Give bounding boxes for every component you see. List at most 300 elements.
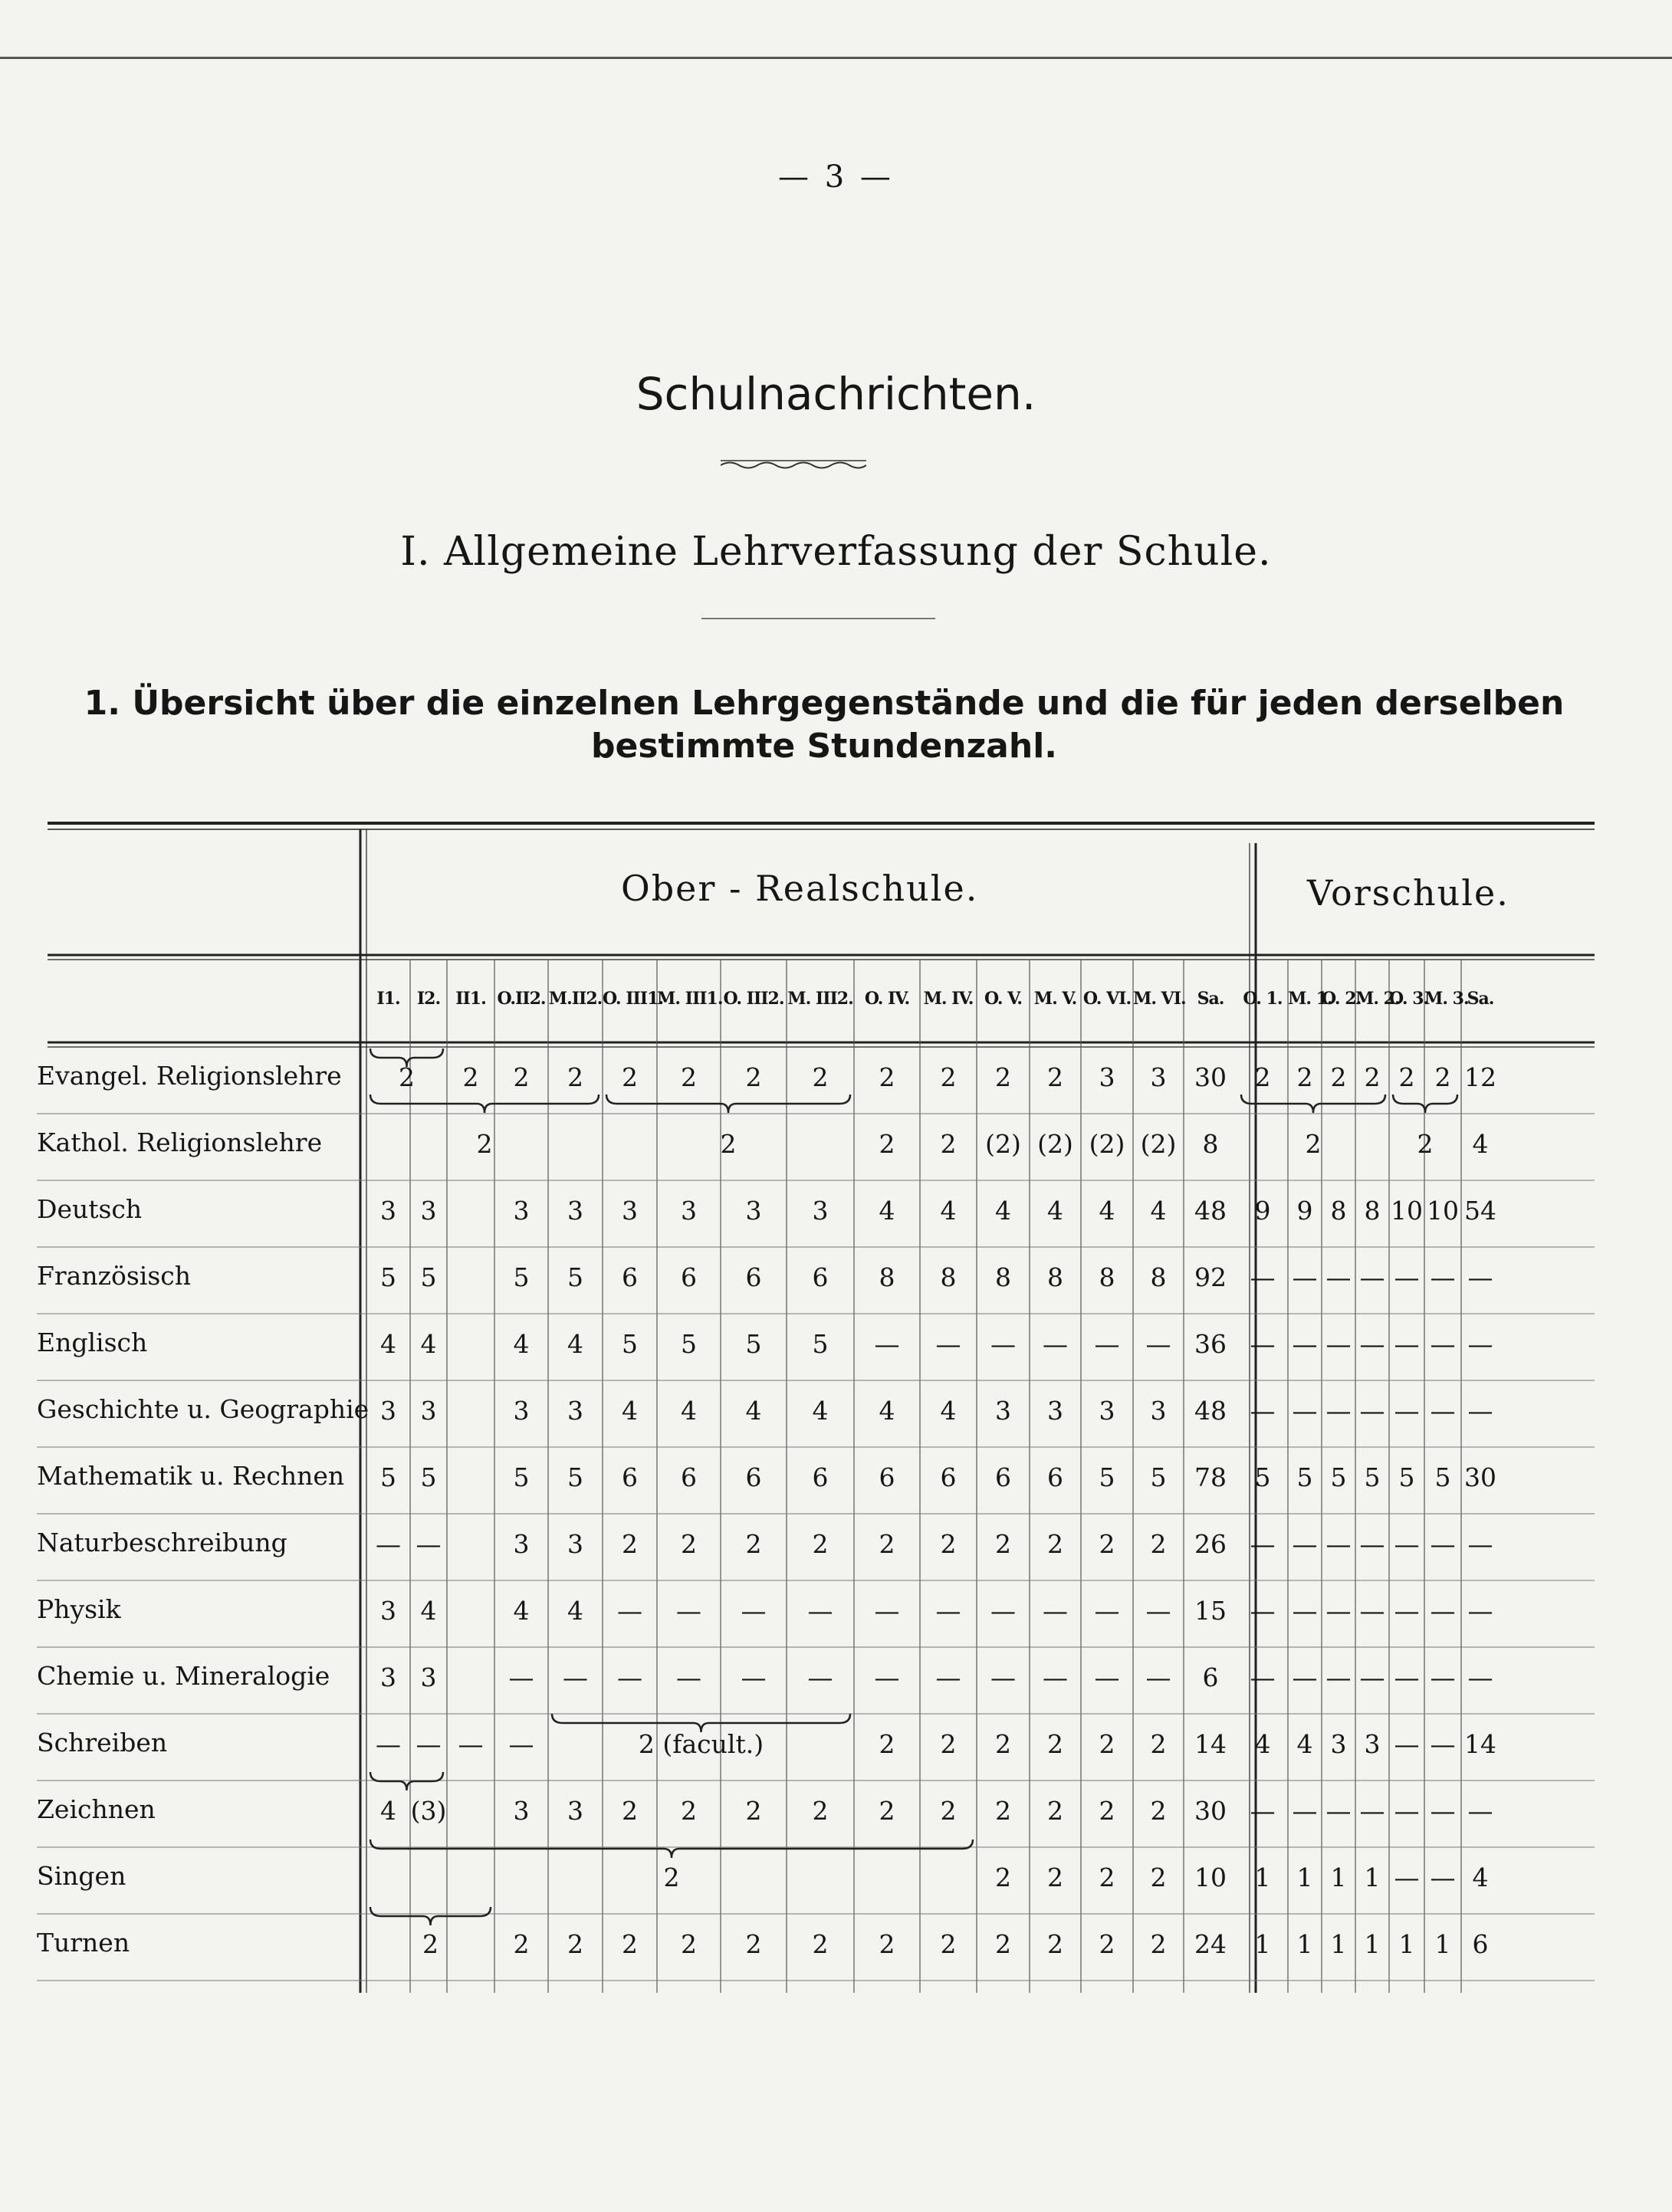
subject-label: Geschichte u. Geographie	[37, 1394, 370, 1424]
table-cell: 2	[476, 1129, 493, 1159]
table-cell: 5	[380, 1462, 396, 1492]
table-cell: 3	[812, 1196, 829, 1226]
subject-label: Zeichnen	[37, 1794, 156, 1824]
table-cell: 1	[1364, 1862, 1381, 1892]
subject-label: Singen	[37, 1861, 126, 1891]
table-cell: 2	[812, 1529, 829, 1559]
table-cell: —	[1145, 1662, 1171, 1692]
table-cell: 5	[513, 1262, 530, 1292]
table-cell: —	[1250, 1796, 1276, 1826]
table-cell: 3	[567, 1529, 583, 1559]
brace-kathol-vor-3	[1393, 1095, 1457, 1113]
column-header: O. 1.	[1243, 989, 1283, 1009]
table-cell: —	[874, 1596, 900, 1626]
table-cell: 2	[1047, 1529, 1063, 1559]
table-cell: 3	[745, 1196, 762, 1226]
subject-label: Französisch	[37, 1261, 192, 1291]
table-cell: 4	[513, 1329, 530, 1359]
table-cell: 2	[1047, 1796, 1063, 1826]
table-cell: —	[1359, 1329, 1385, 1359]
table-cell: —	[1250, 1529, 1276, 1559]
column-header: O. VI.	[1082, 989, 1132, 1009]
table-cell: —	[1325, 1329, 1352, 1359]
table-cell: —	[1467, 1396, 1493, 1426]
table-cell: 4	[681, 1396, 697, 1426]
table-cell: —	[1043, 1596, 1068, 1626]
table-cell: (2)	[985, 1129, 1021, 1159]
table-cell: 9	[1296, 1196, 1313, 1226]
table-cell: 2	[399, 1062, 415, 1092]
table-cell: —	[1394, 1396, 1420, 1426]
table-cell: 3	[513, 1396, 530, 1426]
table-cell: 2	[1305, 1129, 1322, 1159]
table-cell: —	[1292, 1329, 1318, 1359]
table-cell: 2	[1099, 1729, 1115, 1759]
table-cell: 6	[812, 1462, 829, 1492]
table-cell: 2	[1398, 1062, 1415, 1092]
table-cell: 2	[812, 1796, 829, 1826]
subject-label: Naturbeschreibung	[37, 1528, 287, 1557]
table-cell: 4	[1296, 1729, 1313, 1759]
brace-singen	[370, 1840, 973, 1858]
table-cell: 2	[622, 1929, 638, 1959]
table-cell: 6	[622, 1262, 638, 1292]
table-cell: 5	[812, 1329, 829, 1359]
table-cell: —	[1094, 1596, 1120, 1626]
table-cell: 3	[1150, 1396, 1167, 1426]
table-cell: —	[1394, 1329, 1420, 1359]
table-cell: —	[1325, 1396, 1352, 1426]
table-cell: 3	[567, 1396, 583, 1426]
page-title: Schulnachrichten.	[636, 368, 1036, 420]
table-cell: —	[990, 1596, 1016, 1626]
table-cell: 2	[622, 1062, 638, 1092]
table-cell: 4	[745, 1396, 762, 1426]
table-cell: 30	[1464, 1462, 1496, 1492]
column-header: Sa.	[1467, 989, 1494, 1009]
table-cell: 4	[812, 1396, 829, 1426]
table-cell: 3	[1364, 1729, 1381, 1759]
table-cell: 2	[1296, 1062, 1313, 1092]
table-cell: —	[1043, 1662, 1068, 1692]
table-cell: (2)	[1089, 1129, 1125, 1159]
table-cell: 2	[745, 1796, 762, 1826]
table-cell: 2	[879, 1929, 895, 1959]
table-cell: 8	[1330, 1196, 1347, 1226]
subject-label: Physik	[37, 1594, 121, 1624]
table-cell: —	[1394, 1729, 1420, 1759]
table-cell: 6	[681, 1462, 697, 1492]
table-cell: —	[1430, 1529, 1456, 1559]
subject-label: Turnen	[37, 1928, 130, 1958]
table-cell: 2	[879, 1062, 895, 1092]
table-cell: —	[1043, 1329, 1068, 1359]
table-cell: 6	[812, 1262, 829, 1292]
table-cell: —	[935, 1596, 961, 1626]
table-cell: 3	[1150, 1062, 1167, 1092]
table-cell: —	[458, 1729, 484, 1759]
table-cell: —	[1094, 1329, 1120, 1359]
table-cell: —	[741, 1662, 767, 1692]
table-cell: 5	[567, 1262, 583, 1292]
table-cell: —	[1430, 1729, 1456, 1759]
table-cell: —	[1292, 1262, 1318, 1292]
table-cell: 4	[1254, 1729, 1271, 1759]
subject-label: Englisch	[37, 1328, 148, 1357]
table-cell: —	[935, 1662, 961, 1692]
table-cell: 2	[995, 1529, 1011, 1559]
table-cell: 2	[879, 1529, 895, 1559]
table-cell: 8	[940, 1262, 957, 1292]
table-cell: 2	[720, 1129, 737, 1159]
table-cell: 48	[1194, 1196, 1227, 1226]
column-header: O. V.	[984, 989, 1023, 1009]
page-number: — 3 —	[778, 159, 894, 195]
table-cell: 2	[1150, 1929, 1167, 1959]
table-cell: 2	[681, 1062, 697, 1092]
table-cell: (2)	[1037, 1129, 1073, 1159]
table-cell: 2	[1099, 1862, 1115, 1892]
table-cell: 2	[1099, 1796, 1115, 1826]
table-cell: 2	[1047, 1929, 1063, 1959]
subject-label: Deutsch	[37, 1194, 143, 1224]
table-cell: 5	[567, 1462, 583, 1492]
table-cell: —	[1250, 1596, 1276, 1626]
table-cell: —	[741, 1596, 767, 1626]
table-cell: 1	[1330, 1862, 1347, 1892]
table-cell: 2	[995, 1929, 1011, 1959]
table-cell: —	[617, 1596, 642, 1626]
column-header: M. 1.	[1288, 989, 1332, 1009]
table-cell: 4	[380, 1796, 396, 1826]
table-cell: —	[1359, 1596, 1385, 1626]
column-header: O. IV.	[864, 989, 910, 1009]
table-cell: 26	[1194, 1529, 1227, 1559]
table-cell: —	[617, 1662, 642, 1692]
table-cell: 2	[1434, 1062, 1451, 1092]
table-cell: 1	[1330, 1929, 1347, 1959]
table-cell: —	[807, 1662, 833, 1692]
table-cell: —	[1292, 1662, 1318, 1692]
subject-label: Kathol. Religionslehre	[37, 1127, 323, 1157]
table-cell: 6	[940, 1462, 957, 1492]
table-cell: 2	[995, 1729, 1011, 1759]
table-cell: 6	[995, 1462, 1011, 1492]
table-cell: 3	[380, 1662, 396, 1692]
table-cell: 3	[1047, 1396, 1063, 1426]
table-cell: 36	[1194, 1329, 1227, 1359]
table-cell: 2	[940, 1129, 957, 1159]
table-cell: 5	[1364, 1462, 1381, 1492]
table-cell: 5	[1254, 1462, 1271, 1492]
table-cell: 3	[622, 1196, 638, 1226]
table-cell: 14	[1464, 1729, 1496, 1759]
table-cell: 2	[622, 1529, 638, 1559]
table-cell: 5	[1330, 1462, 1347, 1492]
table-cell: 6	[745, 1262, 762, 1292]
column-header: O. III1.	[603, 989, 664, 1009]
table-cell: 5	[1434, 1462, 1451, 1492]
table-cell: 3	[420, 1662, 437, 1692]
table-cell: 2	[681, 1929, 697, 1959]
table-cell: —	[1250, 1396, 1276, 1426]
table-cell: —	[874, 1329, 900, 1359]
table-cell: —	[1430, 1262, 1456, 1292]
table-cell: —	[1430, 1796, 1456, 1826]
table-cell: 10	[1194, 1862, 1227, 1892]
table-cell: 2	[1150, 1862, 1167, 1892]
table-cell: —	[563, 1662, 588, 1692]
table-cell: 2	[879, 1796, 895, 1826]
column-header: I1.	[376, 989, 400, 1009]
table-cell: 3	[380, 1196, 396, 1226]
table-cell: 5	[513, 1462, 530, 1492]
brace-kathol-mittel	[606, 1095, 850, 1113]
table-cell: —	[1467, 1262, 1493, 1292]
table-cell: 4	[567, 1596, 583, 1626]
table-cell: 3	[567, 1196, 583, 1226]
table-cell: 2	[995, 1062, 1011, 1092]
table-cell: 2	[1330, 1062, 1347, 1092]
table-cell: 1	[1434, 1929, 1451, 1959]
table-cell: 2	[940, 1929, 957, 1959]
table-cell: 2	[663, 1862, 680, 1892]
table-cell: 2	[1099, 1529, 1115, 1559]
table-cell: 8	[1047, 1262, 1063, 1292]
table-cell: 5	[1296, 1462, 1313, 1492]
table-cell: —	[1292, 1396, 1318, 1426]
table-cell: 4	[380, 1329, 396, 1359]
table-cell: 2	[422, 1929, 439, 1959]
table-cell: 4	[940, 1196, 957, 1226]
table-cell: —	[676, 1662, 701, 1692]
subject-label: Schreiben	[37, 1728, 168, 1757]
table-cell: 8	[1202, 1129, 1219, 1159]
table-cell: 8	[1150, 1262, 1167, 1292]
group-title-ober-realschule: Ober - Realschule.	[621, 868, 979, 909]
table-cell: —	[1430, 1396, 1456, 1426]
table-cell: 78	[1194, 1462, 1227, 1492]
table-cell: 1	[1296, 1929, 1313, 1959]
column-header: M. 2.	[1355, 989, 1400, 1009]
table-cell: 4	[879, 1396, 895, 1426]
table-cell: —	[807, 1596, 833, 1626]
column-header: O. III2.	[723, 989, 784, 1009]
column-header: Sa.	[1197, 989, 1224, 1009]
column-header: M. IV.	[923, 989, 974, 1009]
table-cell: —	[1430, 1862, 1456, 1892]
table-cell: —	[1325, 1596, 1352, 1626]
table-cell: —	[508, 1729, 534, 1759]
table-cell: —	[416, 1529, 442, 1559]
table-cell: 2	[622, 1796, 638, 1826]
table-cell: 2	[940, 1529, 957, 1559]
table-cell: 54	[1464, 1196, 1496, 1226]
table-cell: 9	[1254, 1196, 1271, 1226]
table-cell: 2 (facult.)	[638, 1729, 764, 1759]
table-cell: —	[1250, 1262, 1276, 1292]
column-header: M. VI.	[1133, 989, 1186, 1009]
table-cell: —	[1250, 1662, 1276, 1692]
table-cell: 1	[1364, 1929, 1381, 1959]
table-cell: —	[935, 1329, 961, 1359]
table-cell: 6	[1047, 1462, 1063, 1492]
table-cell: —	[376, 1529, 401, 1559]
table-cell: 5	[622, 1329, 638, 1359]
table-cell: 4	[420, 1596, 437, 1626]
table-cell: 3	[420, 1196, 437, 1226]
table-cell: —	[1094, 1662, 1120, 1692]
column-header: M.II2.	[548, 989, 603, 1009]
table-cell: —	[1394, 1796, 1420, 1826]
table-cell: 6	[879, 1462, 895, 1492]
table-cell: 14	[1194, 1729, 1227, 1759]
table-cell: 2	[681, 1796, 697, 1826]
brace-kathol-vor-1-2	[1241, 1095, 1385, 1113]
column-header: M. 3.	[1424, 989, 1469, 1009]
column-header: II1.	[455, 989, 486, 1009]
table-cell: 2	[1150, 1796, 1167, 1826]
table-cell: —	[1325, 1529, 1352, 1559]
column-header: O.II2.	[497, 989, 546, 1009]
subsection-heading: 1. Übersicht über die einzelnen Lehrgegenstände und die für jeden derselben bestimmte Stundenzahl.	[84, 684, 1565, 766]
column-header: M. III2.	[787, 989, 853, 1009]
table-cell: 10	[1427, 1196, 1459, 1226]
table-cell: 2	[812, 1062, 829, 1092]
table-cell: —	[1430, 1662, 1456, 1692]
table-cell: 4	[1472, 1129, 1489, 1159]
brace-zeichnen	[370, 1772, 443, 1790]
table-cell: —	[1467, 1529, 1493, 1559]
table-cell: 48	[1194, 1396, 1227, 1426]
table-cell: 2	[940, 1062, 957, 1092]
table-cell: —	[1359, 1796, 1385, 1826]
table-cell: 5	[1150, 1462, 1167, 1492]
table-cell: 6	[745, 1462, 762, 1492]
table-cell: —	[1467, 1796, 1493, 1826]
table-cell: 3	[1099, 1062, 1115, 1092]
table-cell: 8	[995, 1262, 1011, 1292]
table-cell: —	[416, 1729, 442, 1759]
column-header: I2.	[416, 989, 441, 1009]
table-cell: 4	[995, 1196, 1011, 1226]
table-cell: 2	[1047, 1862, 1063, 1892]
table-cell: 4	[879, 1196, 895, 1226]
column-header: O. 3.	[1389, 989, 1429, 1009]
table-cell: 5	[681, 1329, 697, 1359]
table-cell: 2	[995, 1796, 1011, 1826]
table-cell: 12	[1464, 1062, 1496, 1092]
table-cell: 2	[513, 1062, 530, 1092]
table-cell: —	[1394, 1529, 1420, 1559]
table-cell: 2	[745, 1929, 762, 1959]
table-cell: 4	[940, 1396, 957, 1426]
table-cell: (2)	[1140, 1129, 1177, 1159]
table-cell: —	[1394, 1596, 1420, 1626]
table-cell: —	[990, 1329, 1016, 1359]
column-header: O. 2.	[1322, 989, 1362, 1009]
table-cell: 2	[1150, 1529, 1167, 1559]
subject-label: Evangel. Religionslehre	[37, 1061, 342, 1091]
brace-turnen	[370, 1907, 491, 1925]
table-cell: —	[376, 1729, 401, 1759]
table-cell: 6	[1202, 1662, 1219, 1692]
subject-label: Mathematik u. Rechnen	[37, 1461, 345, 1491]
table-cell: 5	[745, 1329, 762, 1359]
table-cell: 3	[420, 1396, 437, 1426]
table-cell: (3)	[410, 1796, 447, 1826]
table-cell: —	[1359, 1529, 1385, 1559]
brace-kathol-ober	[370, 1095, 599, 1113]
table-cell: —	[1250, 1329, 1276, 1359]
table-cell: —	[990, 1662, 1016, 1692]
table-cell: 4	[420, 1329, 437, 1359]
table-cell: 2	[1364, 1062, 1381, 1092]
table-cell: 4	[622, 1396, 638, 1426]
table-cell: 4	[567, 1329, 583, 1359]
table-cell: 2	[745, 1062, 762, 1092]
table-cell: 8	[1099, 1262, 1115, 1292]
table-cell: 2	[745, 1529, 762, 1559]
table-cell: 24	[1194, 1929, 1227, 1959]
table-cell: 2	[1099, 1929, 1115, 1959]
table-cell: 1	[1398, 1929, 1415, 1959]
table-cell: 3	[513, 1196, 530, 1226]
table-cell: —	[1359, 1262, 1385, 1292]
table-cell: 8	[1364, 1196, 1381, 1226]
table-cell: —	[1467, 1596, 1493, 1626]
table-cell: —	[508, 1662, 534, 1692]
table-cell: 30	[1194, 1796, 1227, 1826]
table-cell: 5	[420, 1262, 437, 1292]
table-cell: —	[1145, 1596, 1171, 1626]
table-cell: —	[1325, 1662, 1352, 1692]
table-cell: —	[676, 1596, 701, 1626]
column-header: M. III1.	[657, 989, 723, 1009]
table-cell: 5	[1398, 1462, 1415, 1492]
table-cell: —	[1292, 1796, 1318, 1826]
table-cell: 2	[1254, 1062, 1271, 1092]
group-title-vorschule: Vorschule.	[1307, 872, 1509, 914]
table-cell: 6	[622, 1462, 638, 1492]
table-cell: 2	[567, 1062, 583, 1092]
table-cell: —	[1467, 1329, 1493, 1359]
table-cell: 1	[1296, 1862, 1313, 1892]
table-cell: 4	[1150, 1196, 1167, 1226]
table-cell: —	[1394, 1662, 1420, 1692]
subject-label: Chemie u. Mineralogie	[37, 1661, 330, 1691]
table-cell: —	[874, 1662, 900, 1692]
table-cell: —	[1467, 1662, 1493, 1692]
table-cell: 2	[879, 1129, 895, 1159]
table-cell: 4	[513, 1596, 530, 1626]
table-cell: 10	[1391, 1196, 1423, 1226]
table-cell: 6	[1472, 1929, 1489, 1959]
table-cell: 1	[1254, 1929, 1271, 1959]
table-cell: 2	[879, 1729, 895, 1759]
table-cell: 2	[681, 1529, 697, 1559]
table-cell: 3	[513, 1529, 530, 1559]
table-cell: 2	[1047, 1062, 1063, 1092]
table-cell: —	[1325, 1796, 1352, 1826]
table-cell: 15	[1194, 1596, 1227, 1626]
table-cell: 2	[462, 1062, 479, 1092]
section-heading: I. Allgemeine Lehrverfassung der Schule.	[400, 529, 1272, 575]
table-cell: —	[1394, 1862, 1420, 1892]
table-cell: —	[1430, 1329, 1456, 1359]
table-cell: 2	[1150, 1729, 1167, 1759]
table-cell: 4	[1472, 1862, 1489, 1892]
